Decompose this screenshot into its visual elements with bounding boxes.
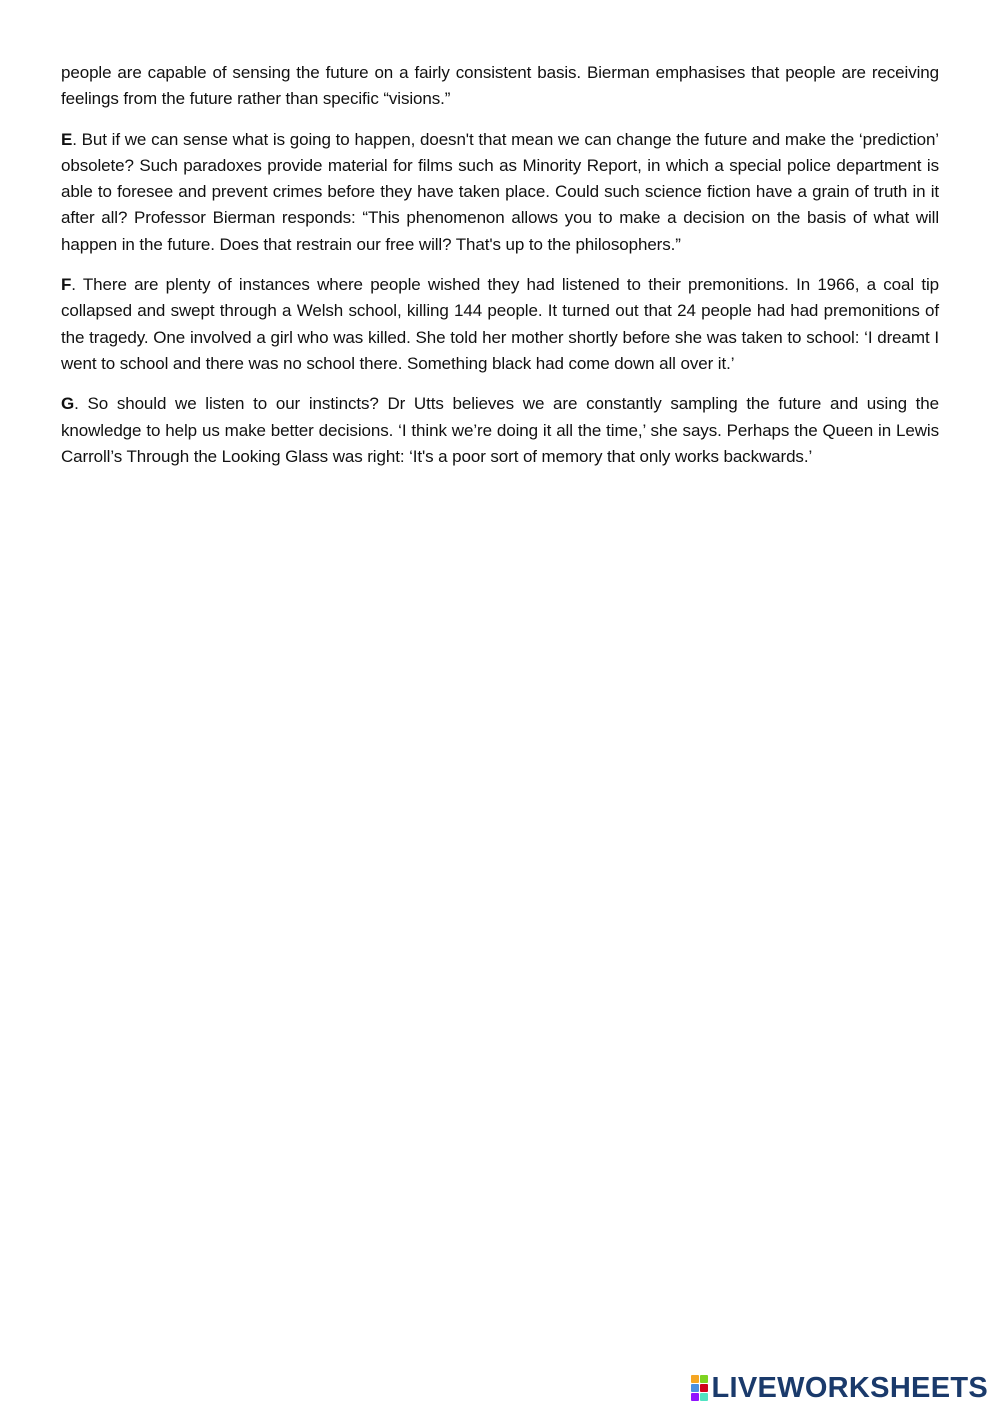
paragraph-g — [61, 391, 939, 470]
liveworksheets-logo[interactable] — [691, 1368, 989, 1408]
logo-mark-icon — [691, 1375, 708, 1401]
paragraph-text: people are capable of sensing the future on a fairly consistent basis. Bierman emphasises that people are receiving feelings from the future rather than specific “visions.” — [61, 63, 939, 109]
logo-square — [691, 1393, 699, 1401]
paragraph-label: F — [61, 275, 72, 295]
logo-square — [700, 1393, 708, 1401]
paragraph-f — [61, 272, 939, 377]
paragraph-text: . But if we can sense what is going to happen, doesn't that mean we can change the future and make the ‘prediction’ obsolete? Such paradoxes provide material for films such as Minority Report, in which a special police department is able to foresee and prevent crimes before they have taken place. Could such science fiction have a grain of truth in it after all? Professor Bierman responds: “This phenomenon allows you to make a decision on the basis of what will happen in the future. Does that restrain our free will? That's up to the philosophers.” — [61, 129, 939, 254]
logo-square — [700, 1384, 708, 1392]
paragraph-text: . There are plenty of instances where people wished they had listened to their premonitions. In 1966, a coal tip collapsed and swept through a Welsh school, killing 144 people. It turned out that 24 people had had premonitions of the tragedy. One involved a girl who was killed. She told her mother shortly before she was taken to school: ‘I dreamt I went to school and there was no school there. Something black had come down all over it.’ — [61, 275, 939, 373]
logo-square — [691, 1375, 699, 1383]
logo-text: LIVEWORKSHEETS — [711, 1371, 988, 1404]
paragraph-label: G — [61, 394, 75, 414]
paragraph-e — [61, 127, 939, 258]
paragraph-label: E — [61, 129, 73, 149]
paragraph-text: . So should we listen to our instincts? Dr Utts believes we are constantly sampling the future and using the knowledge to help us make better decisions. ‘I think we’re doing it all the time,’ she says. Perhaps the Queen in Lewis Carroll’s Through the Looking Glass was right: ‘It's a poor sort of memory that only works backwards.’ — [61, 394, 939, 466]
logo-square — [700, 1375, 708, 1383]
document-page — [61, 60, 939, 484]
logo-square — [691, 1384, 699, 1392]
paragraph-continued — [61, 60, 939, 113]
